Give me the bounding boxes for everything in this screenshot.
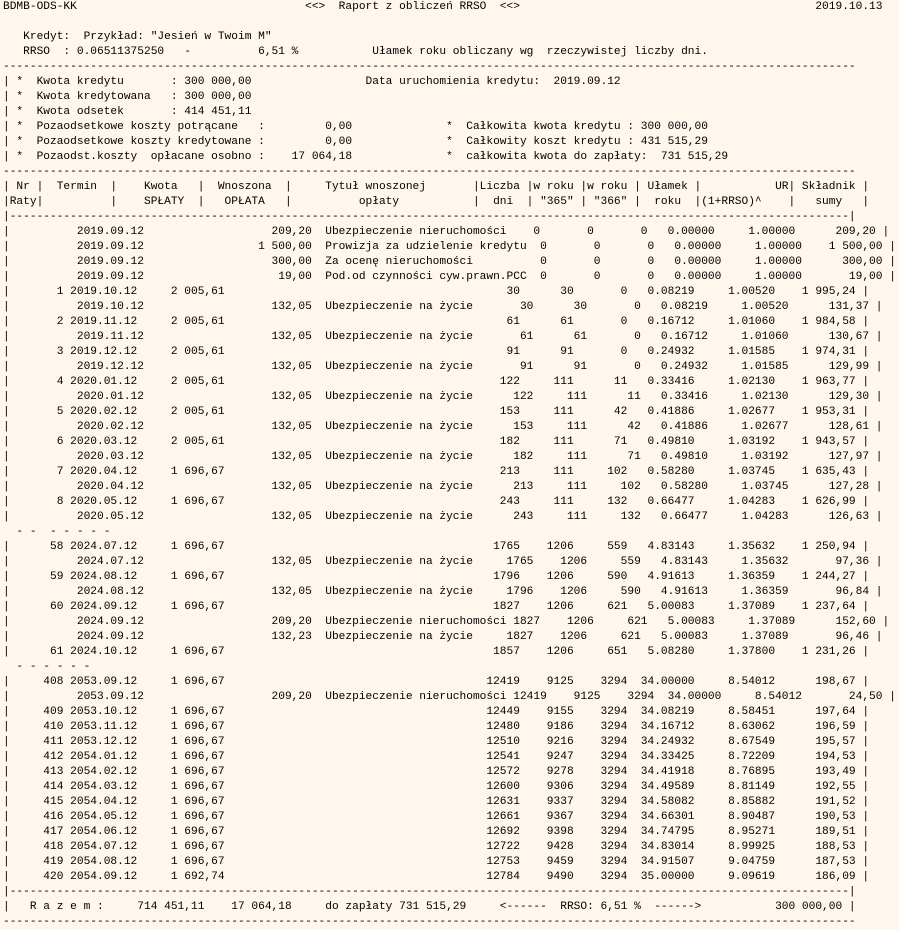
table-row: | 8 2020.05.12 1 696,67 243 111 132 0.66477 1.04283 1 626,99 | xyxy=(3,496,870,508)
table-row: | 2019.09.12 300,00 Za ocenę nieruchomości 0 0 0 0.00000 1.00000 300,00 | xyxy=(3,256,896,268)
table-row: | 2019.10.12 132,05 Ubezpieczenie na życie 30 30 0 0.08219 1.00520 131,37 | xyxy=(3,301,883,313)
table-header-line-1: | Nr | Termin | Kwota | Wnoszona | Tytuł wnoszonej |Liczba |w roku |w roku | Ułamek | UR| Składnik | xyxy=(3,181,870,193)
summary-costs-credited: | * Pozaodsetkowe koszty kredytowane : 0,00 * Całkowity koszt kredytu : 431 515,29 xyxy=(3,136,708,148)
table-row: | 2020.01.12 132,05 Ubezpieczenie na życie 122 111 11 0.33416 1.02130 129,30 | xyxy=(3,391,883,403)
table-row: | 419 2054.08.12 1 696,67 12753 9459 3294 34.91507 9.04759 187,53 | xyxy=(3,856,870,868)
table-row: | 3 2019.12.12 2 005,61 91 91 0 0.24932 1.01585 1 974,31 | xyxy=(3,346,870,358)
separator-line: |-----------------------------------------------------------------------------------------------------------------------------| xyxy=(3,886,856,898)
table-row: | 416 2054.05.12 1 696,67 12661 9367 3294 34.66301 8.90487 190,53 | xyxy=(3,811,870,823)
table-row: | 59 2024.08.12 1 696,67 1796 1206 590 4.91613 1.36359 1 244,27 | xyxy=(3,571,870,583)
separator-line: ------------------------------------------------------------------------------------------------------------------------------- xyxy=(3,61,856,73)
table-row: - - - - - - - xyxy=(3,526,111,538)
table-row: | 58 2024.07.12 1 696,67 1765 1206 559 4.83143 1.35632 1 250,94 | xyxy=(3,541,870,553)
total-line: | R a z e m : 714 451,11 17 064,18 do zapłaty 731 515,29 <------ RRSO: 6,51 % ------> 300 000,00 | xyxy=(3,901,856,913)
summary-costs-deducted: | * Pozaodsetkowe koszty potrącane : 0,00 * Całkowita kwota kredytu : 300 000,00 xyxy=(3,121,708,133)
table-row: | 2019.12.12 132,05 Ubezpieczenie na życie 91 91 0 0.24932 1.01585 129,99 | xyxy=(3,361,883,373)
summary-costs-paid: | * Pozaodst.koszty opłacane osobno : 17 064,18 * całkowita kwota do zapłaty: 731 515,29 xyxy=(3,151,729,163)
table-row: | 2020.02.12 132,05 Ubezpieczenie na życie 153 111 42 0.41886 1.02677 128,61 | xyxy=(3,421,883,433)
table-row: | 418 2054.07.12 1 696,67 12722 9428 3294 34.83014 8.99925 188,53 | xyxy=(3,841,870,853)
table-row: | 6 2020.03.12 2 005,61 182 111 71 0.49810 1.03192 1 943,57 | xyxy=(3,436,870,448)
report-title-bar: BDMB-ODS-KK <<> Raport z obliczeń RRSO <<> 2019.10.13 xyxy=(3,1,883,13)
table-row: | 2024.09.12 209,20 Ubezpieczenie nieruchomości 1827 1206 621 5.00083 1.37089 152,60 | xyxy=(3,616,890,628)
table-row: | 7 2020.04.12 1 696,67 213 111 102 0.58280 1.03745 1 635,43 | xyxy=(3,466,870,478)
table-row: | 410 2053.11.12 1 696,67 12480 9186 3294 34.16712 8.63062 196,59 | xyxy=(3,721,870,733)
summary-interest: | * Kwota odsetek : 414 451,11 xyxy=(3,106,252,118)
table-row: | 2019.09.12 19,00 Pod.od czynności cyw.prawn.PCC 0 0 0 0.00000 1.00000 19,00 | xyxy=(3,271,896,283)
table-row: | 2020.03.12 132,05 Ubezpieczenie na życie 182 111 71 0.49810 1.03192 127,97 | xyxy=(3,451,883,463)
table-row: | 4 2020.01.12 2 005,61 122 111 11 0.33416 1.02130 1 963,77 | xyxy=(3,376,870,388)
separator-line: |-----------------------------------------------------------------------------------------------------------------------------| xyxy=(3,211,856,223)
table-row: | 5 2020.02.12 2 005,61 153 111 42 0.41886 1.02677 1 953,31 | xyxy=(3,406,870,418)
table-row: | 420 2054.09.12 1 692,74 12784 9490 3294 35.00000 9.09619 186,09 | xyxy=(3,871,870,883)
table-row: | 1 2019.10.12 2 005,61 30 30 0 0.08219 1.00520 1 995,24 | xyxy=(3,286,870,298)
table-row: | 2020.05.12 132,05 Ubezpieczenie na życie 243 111 132 0.66477 1.04283 126,63 | xyxy=(3,511,883,523)
table-row: | 2024.07.12 132,05 Ubezpieczenie na życie 1765 1206 559 4.83143 1.35632 97,36 | xyxy=(3,556,883,568)
table-row: | 2053.09.12 209,20 Ubezpieczenie nieruchomości 12419 9125 3294 34.00000 8.54012 24,50 | xyxy=(3,691,896,703)
table-row: | 409 2053.10.12 1 696,67 12449 9155 3294 34.08219 8.58451 197,64 | xyxy=(3,706,870,718)
table-row: | 413 2054.02.12 1 696,67 12572 9278 3294 34.41918 8.76895 193,49 | xyxy=(3,766,870,778)
table-row: | 2019.09.12 1 500,00 Prowizja za udzielenie kredytu 0 0 0 0.00000 1.00000 1 500,00 | xyxy=(3,241,896,253)
table-row: | 415 2054.04.12 1 696,67 12631 9337 3294 34.58082 8.85882 191,52 | xyxy=(3,796,870,808)
table-row: | 417 2054.06.12 1 696,67 12692 9398 3294 34.74795 8.95271 189,51 | xyxy=(3,826,870,838)
summary-loan-amount: | * Kwota kredytu : 300 000,00 Data uruchomienia kredytu: 2019.09.12 xyxy=(3,76,621,88)
table-row: | 60 2024.09.12 1 696,67 1827 1206 621 5.00083 1.37089 1 237,64 | xyxy=(3,601,870,613)
table-row: | 411 2053.12.12 1 696,67 12510 9216 3294 34.24932 8.67549 195,57 | xyxy=(3,736,870,748)
rrso-line: RRSO : 0.06511375250 - 6,51 % Ułamek roku obliczany wg rzeczywistej liczby dni. xyxy=(3,46,708,58)
table-row: | 2019.11.12 132,05 Ubezpieczenie na życie 61 61 0 0.16712 1.01060 130,67 | xyxy=(3,331,883,343)
table-row: | 2019.09.12 209,20 Ubezpieczenie nieruchomości 0 0 0 0.00000 1.00000 209,20 | xyxy=(3,226,890,238)
table-row: | 2024.09.12 132,23 Ubezpieczenie na życie 1827 1206 621 5.00083 1.37089 96,46 | xyxy=(3,631,883,643)
table-header-line-2: |Raty| | SPŁATY | OPŁATA | opłaty | dni | "365" | "366" | roku |(1+RRSO)^ | sumy | xyxy=(3,196,870,208)
table-row: | 2 2019.11.12 2 005,61 61 61 0 0.16712 1.01060 1 984,58 | xyxy=(3,316,870,328)
table-row: | 414 2054.03.12 1 696,67 12600 9306 3294 34.49589 8.81149 192,55 | xyxy=(3,781,870,793)
table-row: | 2020.04.12 132,05 Ubezpieczenie na życie 213 111 102 0.58280 1.03745 127,28 | xyxy=(3,481,883,493)
credit-name-line: Kredyt: Przykład: "Jesień w Twoim M" xyxy=(3,31,272,43)
table-row: | 2024.08.12 132,05 Ubezpieczenie na życie 1796 1206 590 4.91613 1.36359 96,84 | xyxy=(3,586,883,598)
separator-line: ------------------------------------------------------------------------------------------------------------------------------- xyxy=(3,916,856,928)
table-row: - - - - - - xyxy=(3,661,91,673)
summary-credited-amount: | * Kwota kredytowana : 300 000,00 xyxy=(3,91,252,103)
separator-line: ------------------------------------------------------------------------------------------------------------------------------- xyxy=(3,166,856,178)
table-row: | 61 2024.10.12 1 696,67 1857 1206 651 5.08280 1.37800 1 231,26 | xyxy=(3,646,870,658)
table-row: | 412 2054.01.12 1 696,67 12541 9247 3294 34.33425 8.72209 194,53 | xyxy=(3,751,870,763)
table-row: | 408 2053.09.12 1 696,67 12419 9125 3294 34.00000 8.54012 198,67 | xyxy=(3,676,870,688)
